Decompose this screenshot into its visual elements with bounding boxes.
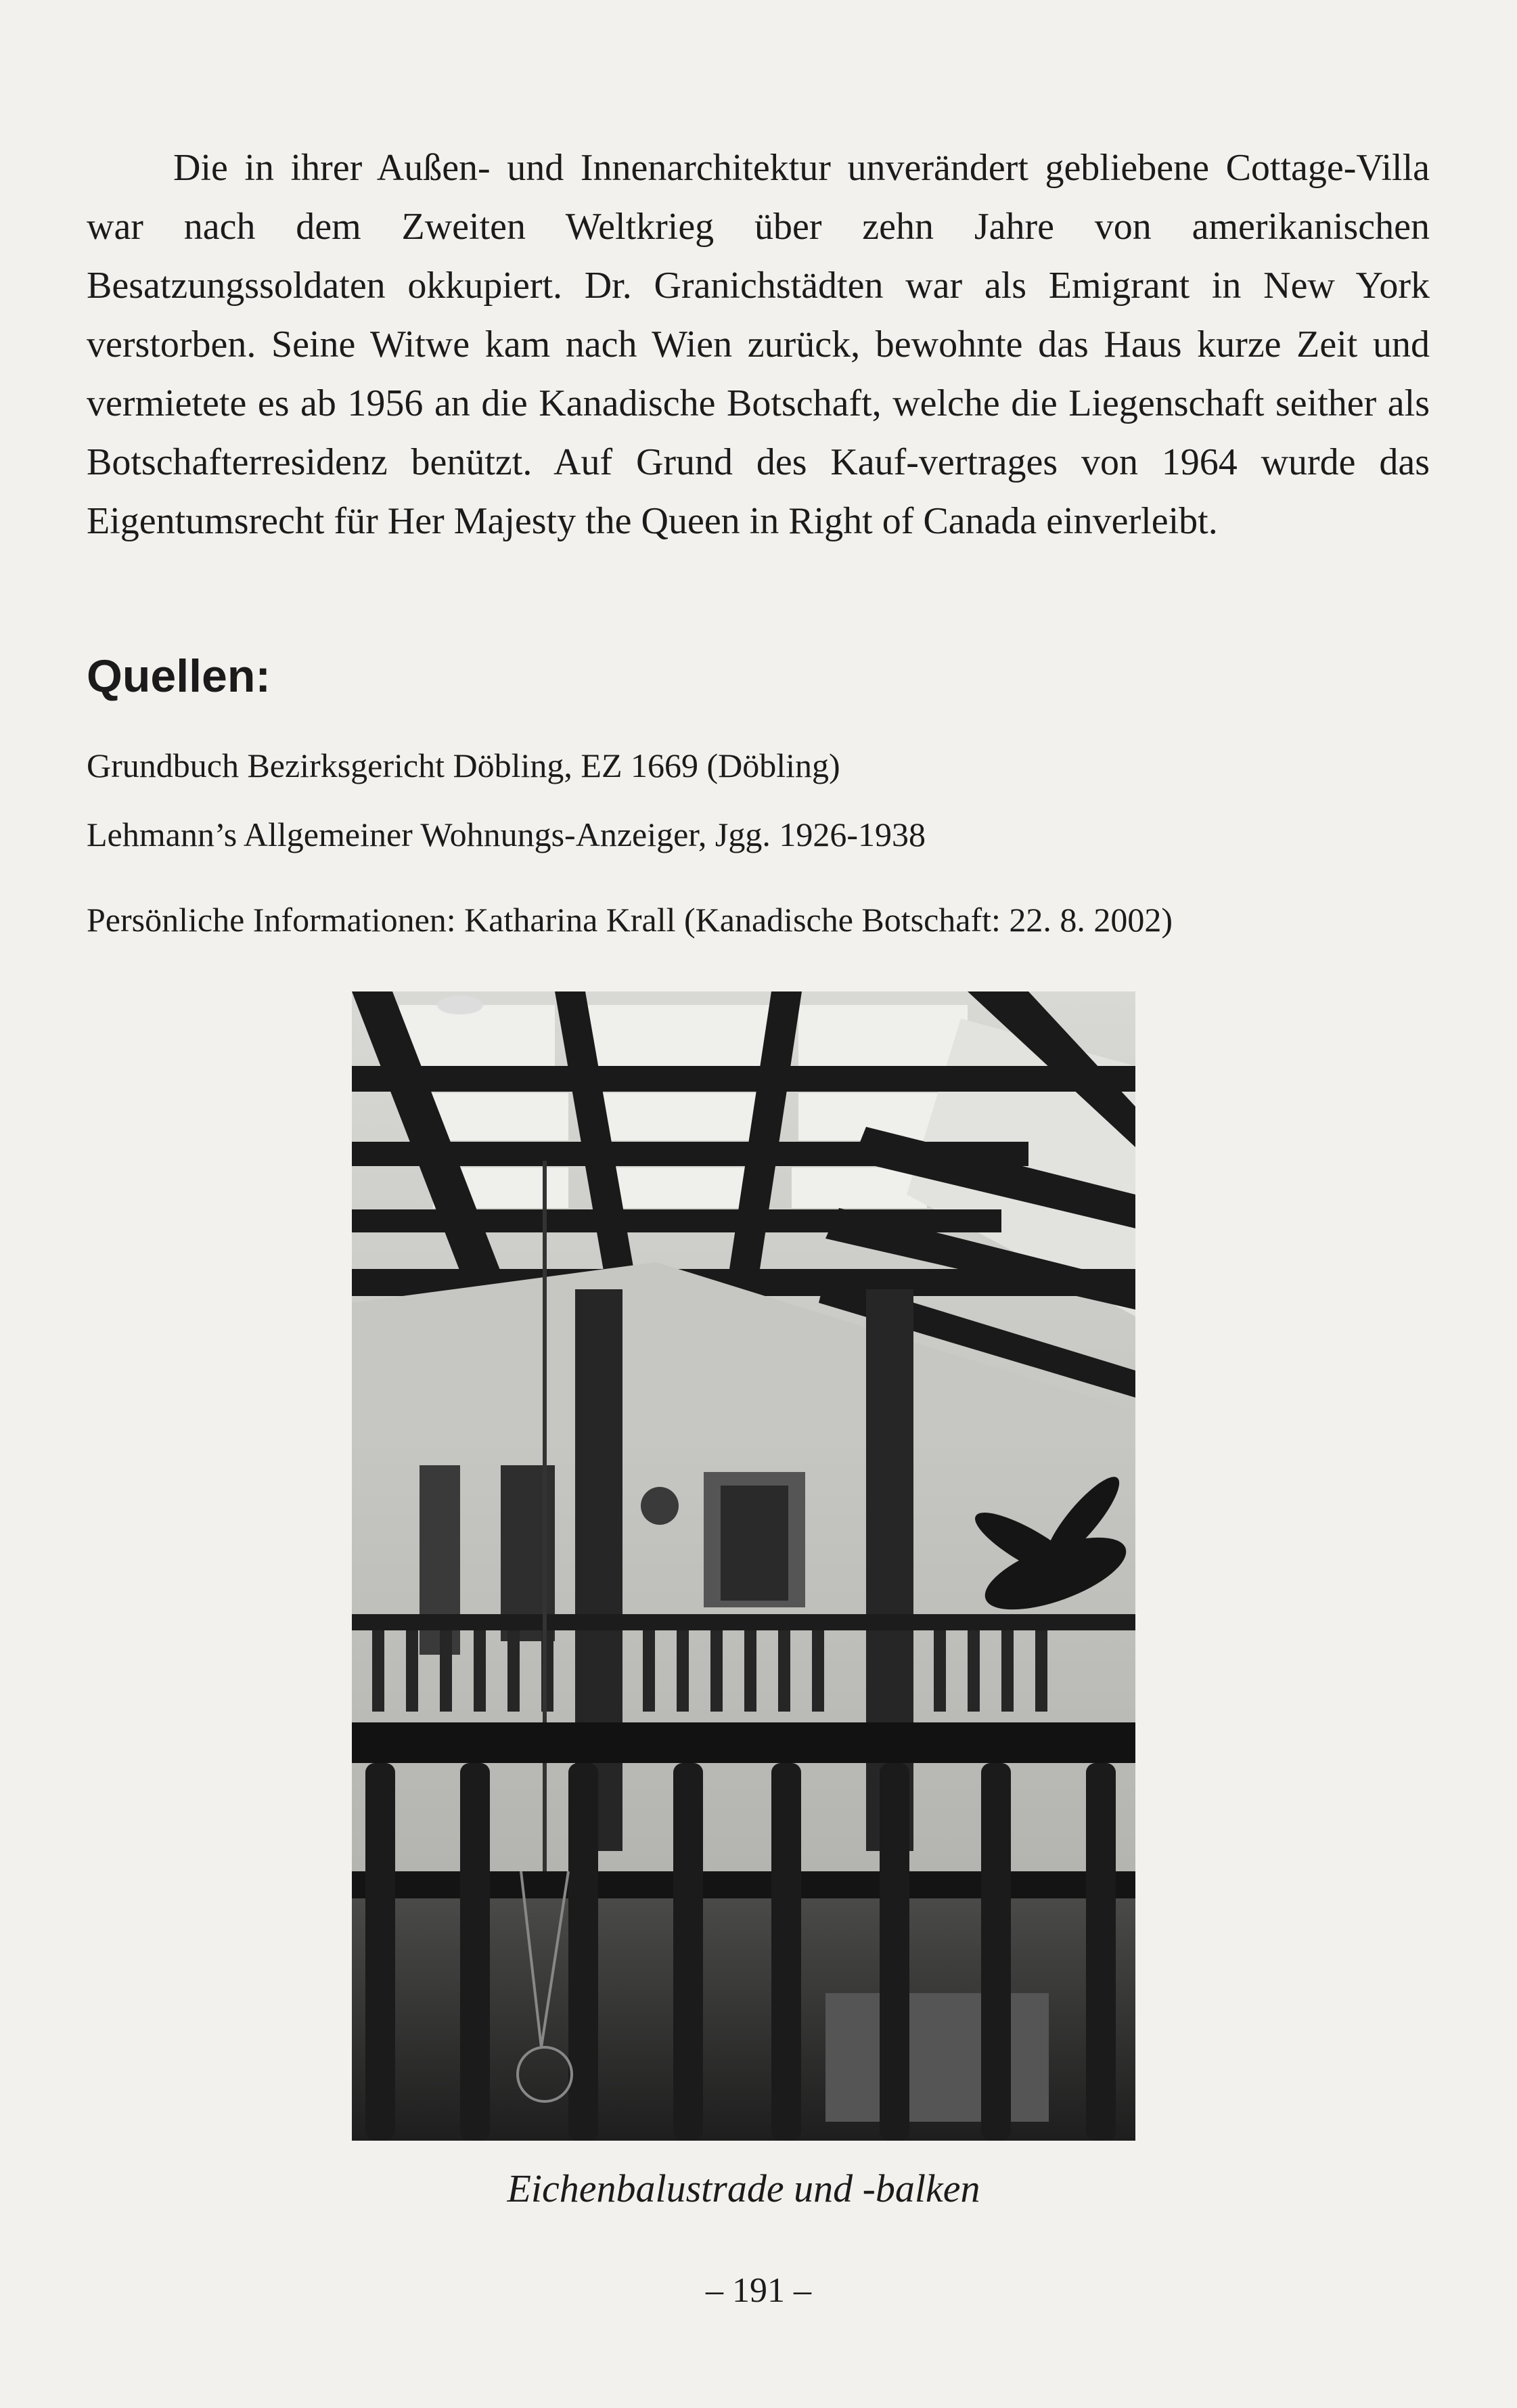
sources-heading: Quellen: — [87, 650, 271, 702]
page-number: – 191 – — [706, 2271, 811, 2310]
body-text — [87, 139, 1430, 551]
interior-photo — [352, 991, 1135, 2141]
source-item: Grundbuch Bezirksgericht Döbling, EZ 1669 (Döbling) — [87, 746, 840, 784]
photo-caption: Eichenbalustrade und -balken — [507, 2166, 980, 2210]
source-item: Lehmann’s Allgemeiner Wohnungs-Anzeiger, Jgg. 1926-1938 — [87, 816, 926, 853]
body-paragraph: Die in ihrer Außen- und Innenarchitektur unverändert gebliebene Cottage-Villa war nach dem Zweiten Weltkrieg über zehn Jahre von amerikanischen Besatzungssoldaten okkupiert. Dr. Granichstädten war als Emigrant in New York verstorben. Seine Witwe kam nach Wien zurück, bewohnte das Haus kurze Zeit und vermietete es ab 1956 an die Kanadische Botschaft, welche die Liegenschaft seither als Botschafterresidenz benützt. Auf Grund des Kauf-vertrages von 1964 wurde das Eigentumsrecht für Her Majesty the Queen in Right of Canada einverleibt. — [87, 147, 1430, 542]
source-item: Persönliche Informationen: Katharina Krall (Kanadische Botschaft: 22. 8. 2002) — [87, 901, 1173, 939]
